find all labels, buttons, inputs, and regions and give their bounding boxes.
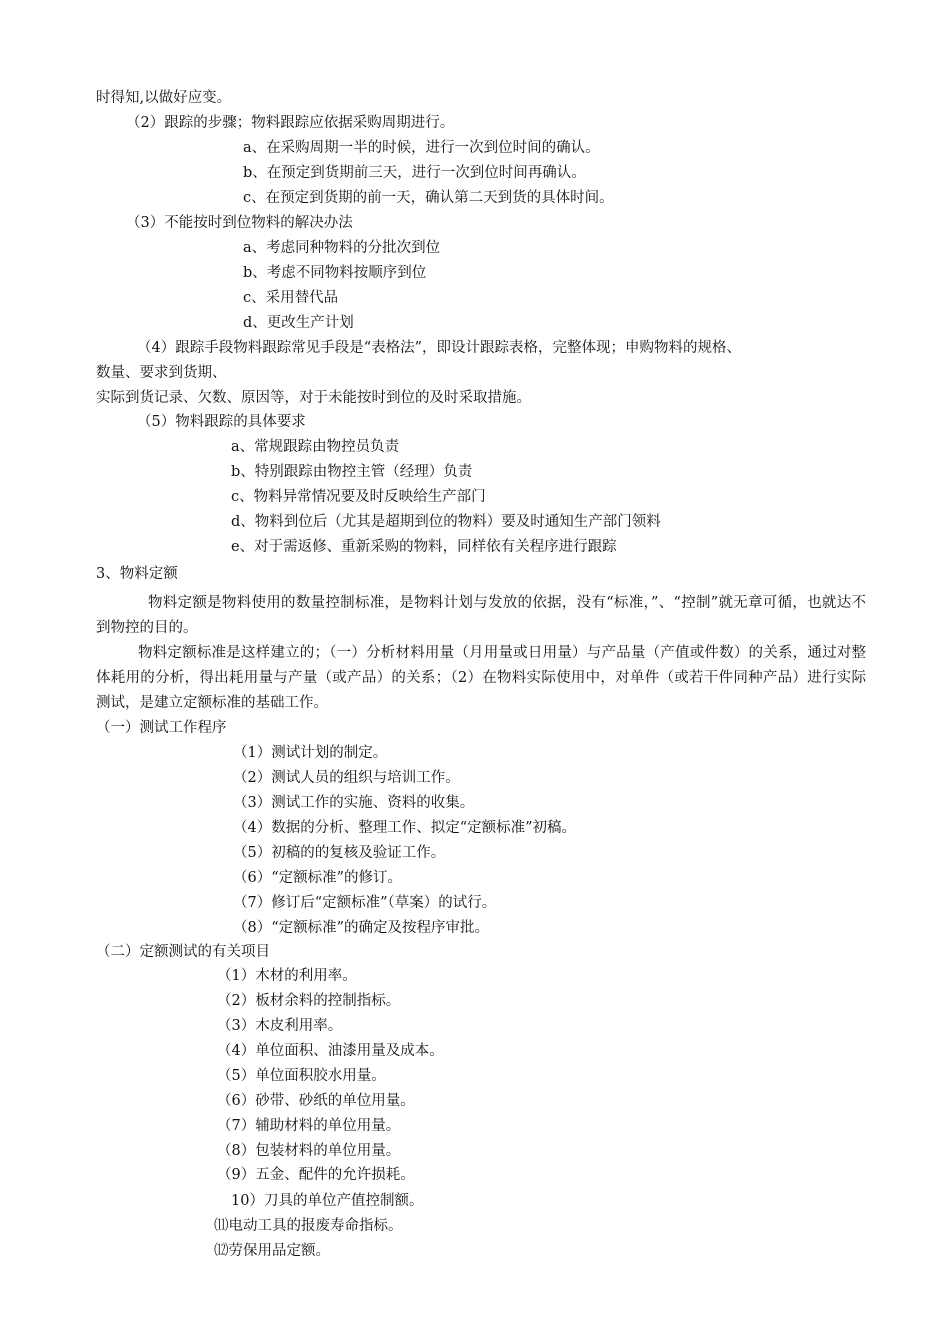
list-item: （3）木皮利用率。 [217,1018,343,1034]
list-item: c、物料异常情况要及时反映给生产部门 [231,489,486,505]
list-item: （6）“定额标准”的修订。 [233,870,403,886]
list-item: （3）测试工作的实施、资料的收集。 [233,795,475,811]
list-item: a、常规跟踪由物控员负责 [231,439,400,455]
list-item: （9）五金、配件的允许损耗。 [217,1167,415,1183]
list-item: （4）单位面积、油漆用量及成本。 [217,1043,444,1059]
list-item: （8）“定额标准”的确定及按程序审批。 [233,920,490,936]
list-item: ⑾电动工具的报废寿命指标。 [214,1218,403,1234]
list-item: （1）测试计划的制定。 [233,745,388,761]
list-item: c、在预定到货期的前一天，确认第二天到货的具体时间。 [243,190,614,206]
list-item: （5）初稿的的复核及验证工作。 [233,845,446,861]
list-item: （8）包装材料的单位用量。 [217,1143,401,1159]
section-heading: 3、物料定额 [96,566,178,582]
list-item: 10）刀具的单位产值控制额。 [231,1193,424,1209]
text-line: （3）不能按时到位物料的解决办法 [126,215,353,231]
text-line: （2）跟踪的步骤；物料跟踪应依据采购周期进行。 [126,115,455,131]
list-item: （7）修订后“定额标准”（草案）的试行。 [233,895,497,911]
list-item: （6）砂带、砂纸的单位用量。 [217,1093,415,1109]
text-line: 数量、要求到货期、 [96,365,227,381]
list-item: ⑿劳保用品定额。 [214,1243,330,1259]
paragraph: 物料定额是物料使用的数量控制标准，是物料计划与发放的依据，没有“标准，”、“控制”就无章可循，也就达不到物控的目的。 [96,595,866,636]
list-item: a、在采购周期一半的时候，进行一次到位时间的确认。 [243,140,600,156]
list-item: （4）数据的分析、整理工作、拟定“定额标准”初稿。 [233,820,577,836]
list-item: c、采用替代品 [243,290,339,306]
list-item: （1）木材的利用率。 [217,968,357,984]
list-item: b、在预定到货期前三天，进行一次到位时间再确认。 [243,165,586,181]
text-line: （5）物料跟踪的具体要求 [137,414,306,430]
list-item: a、考虑同种物料的分批次到位 [243,240,441,256]
list-item: d、物料到位后（尤其是超期到位的物料）要及时通知生产部门领料 [231,514,661,530]
list-item: d、更改生产计划 [243,315,354,331]
paragraph: 物料定额标准是这样建立的；（一）分析材料用量（月用量或日用量）与产品量（产值或件数）的关系，通过对整体耗用的分析，得出耗用量与产量（或产品）的关系；（2）在物料实际使用中，对单件（或若干件同种产品）进行实际测试，是建立定额标准的基础工作。 [96,645,866,711]
list-item: b、特别跟踪由物控主管（经理）负责 [231,464,473,480]
list-item: （2）测试人员的组织与培训工作。 [233,770,460,786]
text-line: 时得知,以做好应变。 [96,90,232,106]
list-item: （5）单位面积胶水用量。 [217,1068,386,1084]
list-item: e、对于需返修、重新采购的物料，同样依有关程序进行跟踪 [231,539,617,555]
section-heading: （二）定额测试的有关项目 [96,944,270,960]
list-item: （7）辅助材料的单位用量。 [217,1118,401,1134]
list-item: b、考虑不同物料按顺序到位 [243,265,427,281]
list-item: （2）板材余料的控制指标。 [217,993,401,1009]
text-line: 实际到货记录、欠数、原因等，对于未能按时到位的及时采取措施。 [96,390,531,406]
section-heading: （一）测试工作程序 [96,720,227,736]
text-line: （4）跟踪手段物料跟踪常见手段是“表格法”，即设计跟踪表格，完整体现；申购物料的规格、 [137,340,742,356]
